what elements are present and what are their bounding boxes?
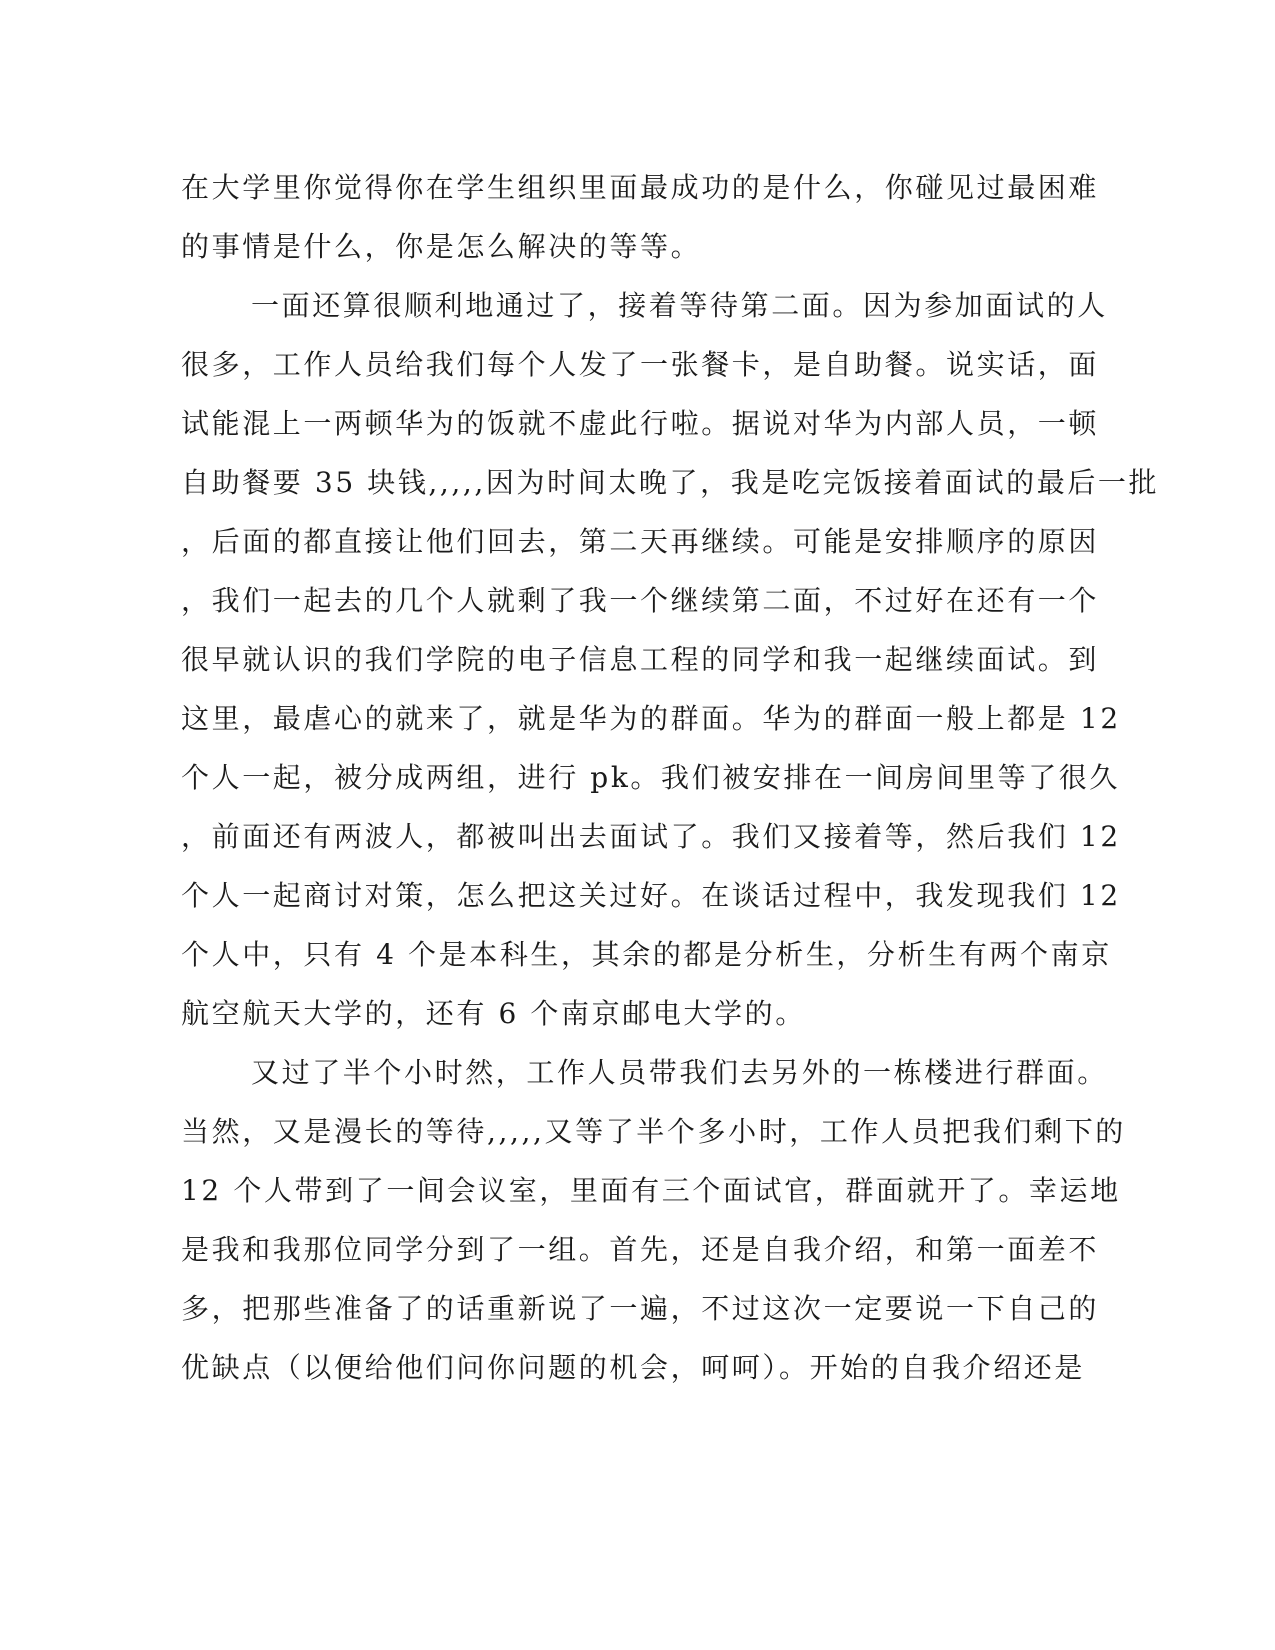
text-line: 当然，又是漫长的等待,,,,,又等了半个多小时，工作人员把我们剩下的 [181, 1115, 1126, 1148]
text-line: 很多，工作人员给我们每个人发了一张餐卡，是自助餐。说实话，面 [181, 348, 1100, 381]
text-line: 在大学里你觉得你在学生组织里面最成功的是什么，你碰见过最困难 [181, 171, 1100, 204]
paragraph-start-line: 又过了半个小时然，工作人员带我们去另外的一栋楼进行群面。 [251, 1056, 1108, 1089]
text-line: 是我和我那位同学分到了一组。首先，还是自我介绍，和第一面差不 [181, 1233, 1100, 1266]
text-line: 自助餐要 35 块钱,,,,,因为时间太晚了，我是吃完饭接着面试的最后一批 [181, 466, 1160, 499]
text-line: 12 个人带到了一间会议室，里面有三个面试官，群面就开了。幸运地 [181, 1174, 1121, 1207]
text-line: 的事情是什么，你是怎么解决的等等。 [181, 230, 702, 263]
text-line: 个人一起商讨对策，怎么把这关过好。在谈话过程中，我发现我们 12 [181, 879, 1121, 912]
paragraph-start-line: 一面还算很顺利地通过了，接着等待第二面。因为参加面试的人 [251, 289, 1108, 322]
text-line: ，后面的都直接让他们回去，第二天再继续。可能是安排顺序的原因 [181, 525, 1100, 558]
text-line: 优缺点（以便给他们问你问题的机会，呵呵）。开始的自我介绍还是 [181, 1351, 1086, 1384]
text-line: ，前面还有两波人，都被叫出去面试了。我们又接着等，然后我们 12 [181, 820, 1121, 853]
text-line: 这里，最虐心的就来了，就是华为的群面。华为的群面一般上都是 12 [181, 702, 1121, 735]
body-text [181, 158, 1160, 1397]
text-line: 很早就认识的我们学院的电子信息工程的同学和我一起继续面试。到 [181, 643, 1100, 676]
text-line: ，我们一起去的几个人就剩了我一个继续第二面，不过好在还有一个 [181, 584, 1100, 617]
text-line: 多，把那些准备了的话重新说了一遍，不过这次一定要说一下自己的 [181, 1292, 1100, 1325]
text-line: 试能混上一两顿华为的饭就不虚此行啦。据说对华为内部人员，一顿 [181, 407, 1100, 440]
text-line: 航空航天大学的，还有 6 个南京邮电大学的。 [181, 997, 806, 1030]
text-line: 个人一起，被分成两组，进行 pk。我们被安排在一间房间里等了很久 [181, 761, 1120, 794]
text-line: 个人中，只有 4 个是本科生，其余的都是分析生，分析生有两个南京 [181, 938, 1112, 971]
